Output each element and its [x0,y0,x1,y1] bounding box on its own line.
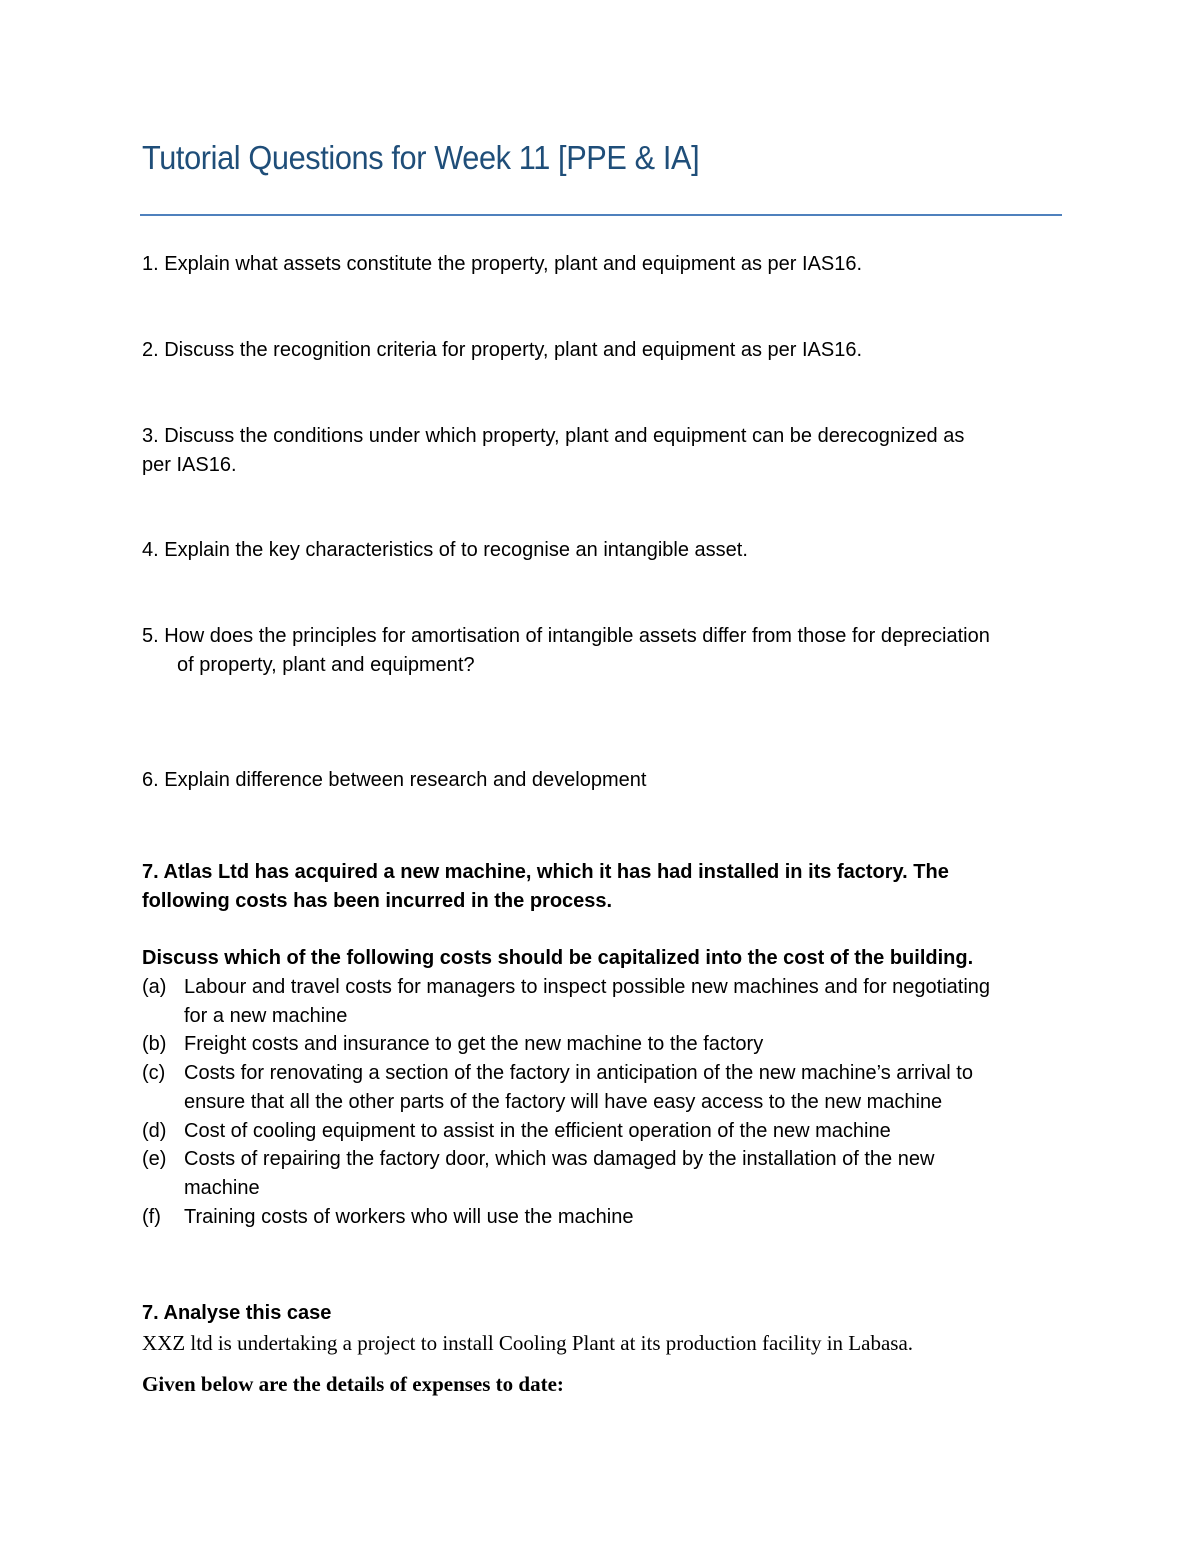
list-item-line-2: machine [184,1176,260,1199]
title-divider [140,214,1062,216]
question-7-intro-line-2: following costs has been incurred in the process. [142,890,613,912]
question-5-line-1: 5. How does the principles for amortisation of intangible assets differ from those for depreciation [142,625,990,647]
question-3 [142,422,1062,480]
list-item-line-2: for a new machine [184,1004,348,1027]
list-marker: (a) [142,976,167,998]
question-2: 2. Discuss the recognition criteria for property, plant and equipment as per IAS16. [142,339,863,361]
list-item-line-1: Labour and travel costs for managers to inspect possible new machines and for negotiating [184,976,991,998]
list-marker: (c) [142,1062,166,1085]
question-5 [142,622,1062,680]
list-item [142,1203,1062,1232]
question-6: 6. Explain difference between research and development [142,769,647,791]
list-item [142,1117,1062,1146]
cost-list [142,973,1062,1231]
expenses-heading: Given below are the details of expenses to date: [142,1372,564,1396]
question-7-instruction: Discuss which of the following costs should be capitalized into the cost of the building. [142,947,974,969]
list-item-line-2: ensure that all the other parts of the factory will have easy access to the new machine [184,1090,943,1113]
question-7-intro-line-1: 7. Atlas Ltd has acquired a new machine, which it has had installed in its factory. The [142,861,949,883]
list-marker: (e) [142,1148,167,1171]
list-item [142,1059,1062,1116]
list-item [142,973,1062,1030]
page-title: Tutorial Questions for Week 11 [PPE & IA] [142,139,700,176]
case-heading: 7. Analyse this case [142,1302,332,1324]
question-3-line-2: per IAS16. [142,454,237,476]
list-item-line-1: Training costs of workers who will use the machine [184,1205,634,1228]
list-item-line-1: Cost of cooling equipment to assist in the efficient operation of the new machine [184,1119,891,1142]
list-marker: (b) [142,1033,167,1056]
list-item-line-1: Costs of repairing the factory door, which was damaged by the installation of the new [184,1148,935,1171]
question-3-line-1: 3. Discuss the conditions under which property, plant and equipment can be derecognized as [142,425,965,447]
question-5-line-2: of property, plant and equipment? [177,654,475,676]
list-item-line-1: Freight costs and insurance to get the new machine to the factory [184,1033,764,1056]
list-item [142,1030,1062,1059]
question-1: 1. Explain what assets constitute the property, plant and equipment as per IAS16. [142,253,863,275]
list-item-line-1: Costs for renovating a section of the factory in anticipation of the new machine’s arrival to [184,1062,973,1085]
question-7-intro [142,858,1062,916]
list-marker: (f) [142,1205,161,1228]
case-description: XXZ ltd is undertaking a project to install Cooling Plant at its production facility in Labasa. [142,1331,914,1355]
list-marker: (d) [142,1119,167,1142]
list-item [142,1145,1062,1202]
question-4: 4. Explain the key characteristics of to recognise an intangible asset. [142,539,748,561]
